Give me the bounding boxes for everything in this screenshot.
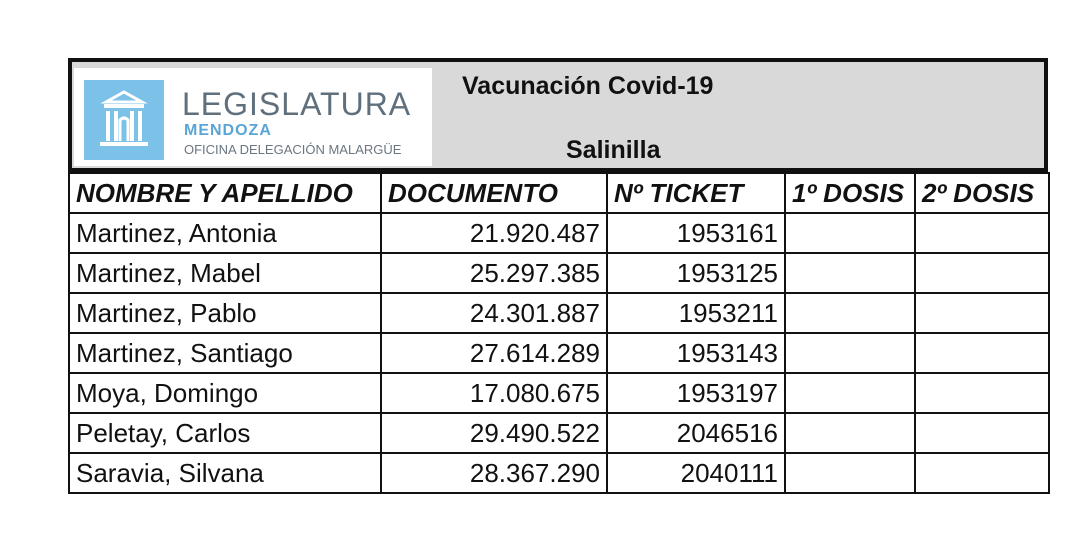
document-header — [68, 58, 1048, 172]
document-sheet — [68, 58, 1048, 494]
legislatura-logo — [74, 68, 432, 166]
document-cell: 25.297.385 — [381, 253, 607, 293]
table-header-row — [69, 173, 1049, 213]
dose1-cell — [785, 293, 915, 333]
dose2-cell — [915, 293, 1049, 333]
legislature-building-icon — [84, 80, 164, 160]
ticket-cell: 1953125 — [607, 253, 785, 293]
logo-office: OFICINA DELEGACIÓN MALARGÜE — [184, 142, 402, 157]
column-header: Nº TICKET — [607, 173, 785, 213]
ticket-cell: 2046516 — [607, 413, 785, 453]
column-header: 1º DOSIS — [785, 173, 915, 213]
dose2-cell — [915, 213, 1049, 253]
column-header: 2º DOSIS — [915, 173, 1049, 213]
table-row — [69, 253, 1049, 293]
logo-subtitle: MENDOZA — [184, 122, 272, 139]
column-header: DOCUMENTO — [381, 173, 607, 213]
column-header: NOMBRE Y APELLIDO — [69, 173, 381, 213]
document-cell: 24.301.887 — [381, 293, 607, 333]
logo-title: LEGISLATURA — [182, 86, 412, 122]
name-cell: Martinez, Pablo — [69, 293, 381, 333]
name-cell: Martinez, Mabel — [69, 253, 381, 293]
dose2-cell — [915, 253, 1049, 293]
table-row — [69, 373, 1049, 413]
document-subtitle: Salinilla — [566, 136, 661, 164]
dose1-cell — [785, 453, 915, 493]
name-cell: Martinez, Antonia — [69, 213, 381, 253]
document-cell: 27.614.289 — [381, 333, 607, 373]
dose1-cell — [785, 373, 915, 413]
ticket-cell: 1953143 — [607, 333, 785, 373]
ticket-cell: 2040111 — [607, 453, 785, 493]
dose1-cell — [785, 253, 915, 293]
dose2-cell — [915, 373, 1049, 413]
name-cell: Saravia, Silvana — [69, 453, 381, 493]
dose1-cell — [785, 333, 915, 373]
table-row — [69, 293, 1049, 333]
document-title: Vacunación Covid-19 — [462, 72, 714, 100]
name-cell: Martinez, Santiago — [69, 333, 381, 373]
name-cell: Moya, Domingo — [69, 373, 381, 413]
table-row — [69, 453, 1049, 493]
dose1-cell — [785, 213, 915, 253]
document-cell: 21.920.487 — [381, 213, 607, 253]
name-cell: Peletay, Carlos — [69, 413, 381, 453]
ticket-cell: 1953197 — [607, 373, 785, 413]
table-row — [69, 333, 1049, 373]
ticket-cell: 1953161 — [607, 213, 785, 253]
document-cell: 28.367.290 — [381, 453, 607, 493]
dose2-cell — [915, 453, 1049, 493]
document-cell: 17.080.675 — [381, 373, 607, 413]
document-cell: 29.490.522 — [381, 413, 607, 453]
table-row — [69, 213, 1049, 253]
ticket-cell: 1953211 — [607, 293, 785, 333]
dose2-cell — [915, 413, 1049, 453]
table-row — [69, 413, 1049, 453]
dose1-cell — [785, 413, 915, 453]
vaccination-table — [68, 172, 1050, 494]
dose2-cell — [915, 333, 1049, 373]
